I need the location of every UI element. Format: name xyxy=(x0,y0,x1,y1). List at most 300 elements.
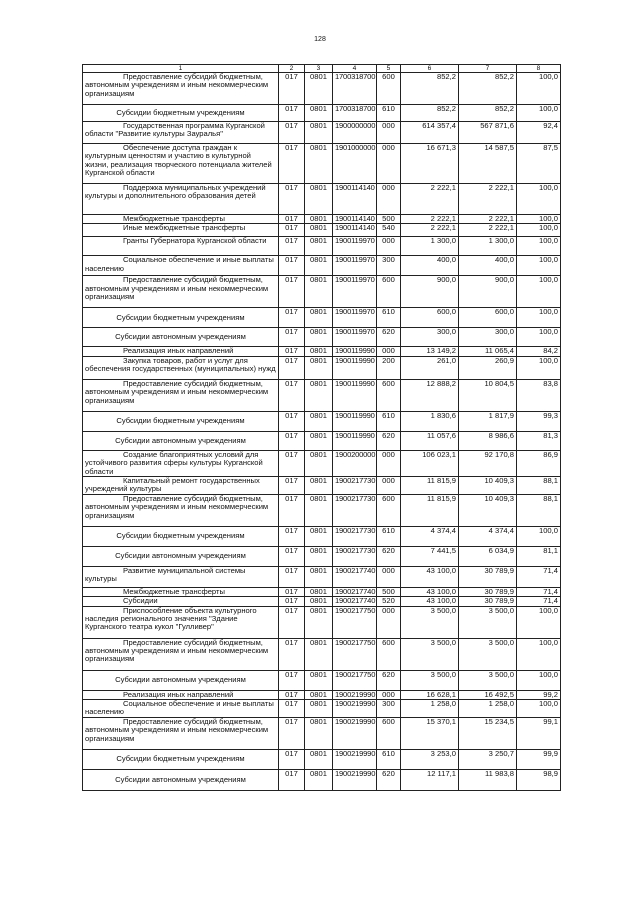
table-row xyxy=(83,347,561,356)
row-chapter-cell: 017 xyxy=(279,144,305,184)
row-section-cell: 0801 xyxy=(305,224,333,237)
row-plan-amount-cell: 11 815,9 xyxy=(401,477,459,495)
row-expense-type-cell: 610 xyxy=(377,105,401,122)
row-percent-cell: 87,5 xyxy=(517,144,561,184)
table-row xyxy=(83,477,561,495)
row-percent-cell: 100,0 xyxy=(517,105,561,122)
row-target-code-cell: 1900217750 xyxy=(333,606,377,638)
header-cell: 2 xyxy=(279,65,305,73)
row-name-cell xyxy=(83,494,279,526)
row-chapter-cell: 017 xyxy=(279,411,305,431)
row-chapter-cell: 017 xyxy=(279,356,305,379)
row-section-cell: 0801 xyxy=(305,546,333,566)
table-row xyxy=(83,215,561,224)
row-actual-amount-cell: 852,2 xyxy=(459,105,517,122)
row-chapter-cell: 017 xyxy=(279,237,305,256)
row-expense-type-cell: 000 xyxy=(377,347,401,356)
table-row xyxy=(83,606,561,638)
row-name-cell: Субсидии автономным учреждениям xyxy=(83,546,279,566)
row-expense-type-cell: 620 xyxy=(377,546,401,566)
row-expense-type-cell: 600 xyxy=(377,379,401,411)
row-actual-amount-cell: 567 871,6 xyxy=(459,122,517,144)
row-plan-amount-cell: 1 830,6 xyxy=(401,411,459,431)
row-expense-type-cell: 520 xyxy=(377,597,401,606)
row-percent-cell: 100,0 xyxy=(517,184,561,215)
row-section-cell: 0801 xyxy=(305,379,333,411)
row-chapter-cell: 017 xyxy=(279,597,305,606)
row-chapter-cell: 017 xyxy=(279,749,305,769)
row-name-cell xyxy=(83,690,279,699)
row-name-cell xyxy=(83,237,279,256)
row-name-cell xyxy=(83,184,279,215)
row-plan-amount-cell: 1 258,0 xyxy=(401,700,459,718)
row-name-text: Приспособление объекта культурного наследия регионального значения "Здание Курганского театра кукол "Гулливер" xyxy=(85,606,257,632)
row-plan-amount-cell: 3 500,0 xyxy=(401,670,459,690)
row-percent-cell: 100,0 xyxy=(517,224,561,237)
row-plan-amount-cell: 261,0 xyxy=(401,356,459,379)
row-target-code-cell: 1900217750 xyxy=(333,638,377,670)
table-header xyxy=(83,65,561,73)
row-chapter-cell: 017 xyxy=(279,215,305,224)
row-target-code-cell: 1900119990 xyxy=(333,379,377,411)
row-actual-amount-cell: 11 065,4 xyxy=(459,347,517,356)
row-name-text: Предоставление субсидий бюджетным, автономным учреждениям и иным некоммерческим организациям xyxy=(85,379,269,405)
header-cell: 4 xyxy=(333,65,377,73)
row-section-cell: 0801 xyxy=(305,526,333,546)
row-target-code-cell: 1900217740 xyxy=(333,587,377,596)
row-name-text: Реализация иных направлений xyxy=(123,690,234,699)
row-section-cell: 0801 xyxy=(305,105,333,122)
row-section-cell: 0801 xyxy=(305,450,333,476)
table-row xyxy=(83,328,561,347)
row-percent-cell: 99,9 xyxy=(517,749,561,769)
row-target-code-cell: 1900219990 xyxy=(333,690,377,699)
row-name-cell xyxy=(83,356,279,379)
row-plan-amount-cell: 900,0 xyxy=(401,276,459,308)
row-section-cell: 0801 xyxy=(305,215,333,224)
table-row xyxy=(83,566,561,587)
table-row xyxy=(83,450,561,476)
header-cell: 3 xyxy=(305,65,333,73)
table-row xyxy=(83,526,561,546)
row-actual-amount-cell: 4 374,4 xyxy=(459,526,517,546)
row-actual-amount-cell: 2 222,1 xyxy=(459,184,517,215)
row-percent-cell: 100,0 xyxy=(517,308,561,328)
row-plan-amount-cell: 13 149,2 xyxy=(401,347,459,356)
row-chapter-cell: 017 xyxy=(279,566,305,587)
row-section-cell: 0801 xyxy=(305,184,333,215)
row-name-text: Межбюджетные трансферты xyxy=(123,587,225,596)
row-target-code-cell: 1900217740 xyxy=(333,597,377,606)
row-percent-cell: 100,0 xyxy=(517,215,561,224)
row-name-cell xyxy=(83,597,279,606)
table-row xyxy=(83,356,561,379)
row-percent-cell: 100,0 xyxy=(517,356,561,379)
table-row xyxy=(83,411,561,431)
row-expense-type-cell: 620 xyxy=(377,431,401,450)
row-percent-cell: 81,1 xyxy=(517,546,561,566)
row-expense-type-cell: 610 xyxy=(377,308,401,328)
row-actual-amount-cell: 11 983,8 xyxy=(459,769,517,790)
row-name-cell xyxy=(83,379,279,411)
row-plan-amount-cell: 4 374,4 xyxy=(401,526,459,546)
row-name-cell xyxy=(83,347,279,356)
row-section-cell: 0801 xyxy=(305,73,333,105)
row-actual-amount-cell: 10 409,3 xyxy=(459,477,517,495)
row-percent-cell: 98,9 xyxy=(517,769,561,790)
row-actual-amount-cell: 1 817,9 xyxy=(459,411,517,431)
row-chapter-cell: 017 xyxy=(279,670,305,690)
row-target-code-cell: 1900114140 xyxy=(333,215,377,224)
row-expense-type-cell: 600 xyxy=(377,73,401,105)
row-target-code-cell: 1900119970 xyxy=(333,328,377,347)
row-name-cell xyxy=(83,700,279,718)
row-actual-amount-cell: 16 492,5 xyxy=(459,690,517,699)
row-section-cell: 0801 xyxy=(305,276,333,308)
row-expense-type-cell: 600 xyxy=(377,638,401,670)
row-name-cell xyxy=(83,450,279,476)
row-name-cell: Субсидии бюджетным учреждениям xyxy=(83,105,279,122)
row-section-cell: 0801 xyxy=(305,769,333,790)
row-name-text: Межбюджетные трансферты xyxy=(123,214,225,223)
row-name-text: Развитие муниципальной системы культуры xyxy=(85,566,246,584)
table-row xyxy=(83,122,561,144)
row-actual-amount-cell: 260,9 xyxy=(459,356,517,379)
row-actual-amount-cell: 400,0 xyxy=(459,256,517,276)
row-actual-amount-cell: 2 222,1 xyxy=(459,224,517,237)
row-percent-cell: 86,9 xyxy=(517,450,561,476)
row-chapter-cell: 017 xyxy=(279,105,305,122)
row-percent-cell: 100,0 xyxy=(517,526,561,546)
row-name-cell: Субсидии бюджетным учреждениям xyxy=(83,308,279,328)
row-plan-amount-cell: 3 500,0 xyxy=(401,606,459,638)
row-expense-type-cell: 610 xyxy=(377,526,401,546)
row-plan-amount-cell: 11 057,6 xyxy=(401,431,459,450)
row-chapter-cell: 017 xyxy=(279,526,305,546)
row-name-cell xyxy=(83,224,279,237)
row-chapter-cell: 017 xyxy=(279,477,305,495)
row-actual-amount-cell: 30 789,9 xyxy=(459,597,517,606)
row-target-code-cell: 1900217730 xyxy=(333,494,377,526)
row-section-cell: 0801 xyxy=(305,717,333,749)
row-plan-amount-cell: 852,2 xyxy=(401,73,459,105)
row-actual-amount-cell: 2 222,1 xyxy=(459,215,517,224)
row-expense-type-cell: 200 xyxy=(377,356,401,379)
row-section-cell: 0801 xyxy=(305,587,333,596)
row-plan-amount-cell: 11 815,9 xyxy=(401,494,459,526)
table-row xyxy=(83,105,561,122)
row-target-code-cell: 1900219990 xyxy=(333,749,377,769)
row-chapter-cell: 017 xyxy=(279,769,305,790)
table-row xyxy=(83,546,561,566)
row-expense-type-cell: 620 xyxy=(377,328,401,347)
row-section-cell: 0801 xyxy=(305,411,333,431)
row-chapter-cell: 017 xyxy=(279,256,305,276)
row-target-code-cell: 1900219990 xyxy=(333,717,377,749)
row-expense-type-cell: 620 xyxy=(377,769,401,790)
row-name-cell xyxy=(83,477,279,495)
row-name-cell: Субсидии автономным учреждениям xyxy=(83,431,279,450)
row-target-code-cell: 1900119990 xyxy=(333,411,377,431)
row-target-code-cell: 1900217730 xyxy=(333,526,377,546)
row-section-cell: 0801 xyxy=(305,308,333,328)
row-name-text: Обеспечение доступа граждан к культурным ценностям и участию в культурной жизни, реализация творческого потенциала жителей Курганской области xyxy=(85,143,272,178)
row-percent-cell: 88,1 xyxy=(517,494,561,526)
row-actual-amount-cell: 30 789,9 xyxy=(459,566,517,587)
row-actual-amount-cell: 300,0 xyxy=(459,328,517,347)
row-percent-cell: 71,4 xyxy=(517,587,561,596)
row-name-cell xyxy=(83,276,279,308)
row-section-cell: 0801 xyxy=(305,690,333,699)
row-target-code-cell: 1900119990 xyxy=(333,356,377,379)
row-plan-amount-cell: 3 253,0 xyxy=(401,749,459,769)
row-actual-amount-cell: 900,0 xyxy=(459,276,517,308)
row-actual-amount-cell: 8 986,6 xyxy=(459,431,517,450)
row-plan-amount-cell: 16 628,1 xyxy=(401,690,459,699)
row-name-text: Предоставление субсидий бюджетным, автономным учреждениям и иным некоммерческим организациям xyxy=(85,275,269,302)
row-chapter-cell: 017 xyxy=(279,700,305,718)
row-target-code-cell: 1900119970 xyxy=(333,308,377,328)
row-chapter-cell: 017 xyxy=(279,638,305,670)
budget-table xyxy=(82,64,561,791)
row-plan-amount-cell: 300,0 xyxy=(401,328,459,347)
row-expense-type-cell: 600 xyxy=(377,494,401,526)
row-expense-type-cell: 500 xyxy=(377,215,401,224)
row-chapter-cell: 017 xyxy=(279,73,305,105)
row-target-code-cell: 1900119990 xyxy=(333,431,377,450)
header-cell: 5 xyxy=(377,65,401,73)
row-plan-amount-cell: 852,2 xyxy=(401,105,459,122)
row-target-code-cell: 1900217740 xyxy=(333,566,377,587)
row-percent-cell: 100,0 xyxy=(517,606,561,638)
row-target-code-cell: 1900119970 xyxy=(333,276,377,308)
row-chapter-cell: 017 xyxy=(279,184,305,215)
row-name-cell xyxy=(83,638,279,670)
table-row xyxy=(83,638,561,670)
row-expense-type-cell: 000 xyxy=(377,122,401,144)
row-expense-type-cell: 610 xyxy=(377,749,401,769)
table-row xyxy=(83,769,561,790)
row-plan-amount-cell: 43 100,0 xyxy=(401,566,459,587)
row-expense-type-cell: 000 xyxy=(377,477,401,495)
row-expense-type-cell: 000 xyxy=(377,184,401,215)
row-target-code-cell: 1700318700 xyxy=(333,105,377,122)
row-name-cell xyxy=(83,122,279,144)
row-name-text: Предоставление субсидий бюджетным, автономным учреждениям и иным некоммерческим организациям xyxy=(85,494,269,520)
row-section-cell: 0801 xyxy=(305,749,333,769)
row-percent-cell: 100,0 xyxy=(517,328,561,347)
header-cell: 8 xyxy=(517,65,561,73)
row-name-text: Иные межбюджетные трансферты xyxy=(123,223,246,233)
table-row xyxy=(83,73,561,105)
row-section-cell: 0801 xyxy=(305,700,333,718)
row-plan-amount-cell: 2 222,1 xyxy=(401,224,459,237)
row-name-cell xyxy=(83,717,279,749)
row-percent-cell: 71,4 xyxy=(517,597,561,606)
row-expense-type-cell: 540 xyxy=(377,224,401,237)
table-row xyxy=(83,717,561,749)
row-percent-cell: 88,1 xyxy=(517,477,561,495)
row-name-cell: Субсидии автономным учреждениям xyxy=(83,769,279,790)
row-target-code-cell: 1900200000 xyxy=(333,450,377,476)
row-actual-amount-cell: 10 804,5 xyxy=(459,379,517,411)
row-actual-amount-cell: 92 170,8 xyxy=(459,450,517,476)
row-chapter-cell: 017 xyxy=(279,450,305,476)
row-name-cell xyxy=(83,606,279,638)
row-section-cell: 0801 xyxy=(305,256,333,276)
table-row xyxy=(83,144,561,184)
row-section-cell: 0801 xyxy=(305,356,333,379)
row-chapter-cell: 017 xyxy=(279,606,305,638)
row-name-text: Реализация иных направлений xyxy=(123,346,234,356)
table-row xyxy=(83,700,561,718)
row-percent-cell: 100,0 xyxy=(517,670,561,690)
row-section-cell: 0801 xyxy=(305,477,333,495)
table-row xyxy=(83,431,561,450)
row-percent-cell: 100,0 xyxy=(517,638,561,670)
table-body xyxy=(83,73,561,791)
header-cell: 7 xyxy=(459,65,517,73)
row-percent-cell: 84,2 xyxy=(517,347,561,356)
row-target-code-cell: 1900219990 xyxy=(333,769,377,790)
row-expense-type-cell: 500 xyxy=(377,587,401,596)
row-expense-type-cell: 610 xyxy=(377,411,401,431)
row-actual-amount-cell: 30 789,9 xyxy=(459,587,517,596)
row-actual-amount-cell: 14 587,5 xyxy=(459,144,517,184)
row-target-code-cell: 1900114140 xyxy=(333,224,377,237)
row-section-cell: 0801 xyxy=(305,237,333,256)
row-percent-cell: 100,0 xyxy=(517,73,561,105)
row-target-code-cell: 1900217730 xyxy=(333,546,377,566)
row-name-cell: Субсидии автономным учреждениям xyxy=(83,670,279,690)
row-chapter-cell: 017 xyxy=(279,546,305,566)
row-chapter-cell: 017 xyxy=(279,494,305,526)
row-actual-amount-cell: 3 500,0 xyxy=(459,670,517,690)
row-chapter-cell: 017 xyxy=(279,347,305,356)
row-chapter-cell: 017 xyxy=(279,431,305,450)
table-row xyxy=(83,494,561,526)
row-actual-amount-cell: 6 034,9 xyxy=(459,546,517,566)
row-plan-amount-cell: 1 300,0 xyxy=(401,237,459,256)
row-chapter-cell: 017 xyxy=(279,328,305,347)
row-name-text: Предоставление субсидий бюджетным, автономным учреждениям и иным некоммерческим организациям xyxy=(85,72,269,98)
row-target-code-cell: 1901000000 xyxy=(333,144,377,184)
table-row xyxy=(83,308,561,328)
row-section-cell: 0801 xyxy=(305,144,333,184)
row-chapter-cell: 017 xyxy=(279,379,305,411)
row-chapter-cell: 017 xyxy=(279,276,305,308)
row-percent-cell: 99,2 xyxy=(517,690,561,699)
table-row xyxy=(83,670,561,690)
table-row xyxy=(83,184,561,215)
row-plan-amount-cell: 614 357,4 xyxy=(401,122,459,144)
row-name-text: Государственная программа Курганской области "Развитие культуры Зауралья" xyxy=(85,121,265,139)
row-expense-type-cell: 300 xyxy=(377,256,401,276)
row-actual-amount-cell: 15 234,5 xyxy=(459,717,517,749)
row-expense-type-cell: 000 xyxy=(377,566,401,587)
row-percent-cell: 100,0 xyxy=(517,237,561,256)
row-percent-cell: 92,4 xyxy=(517,122,561,144)
table-row xyxy=(83,379,561,411)
header-cell: 6 xyxy=(401,65,459,73)
row-section-cell: 0801 xyxy=(305,566,333,587)
row-plan-amount-cell: 3 500,0 xyxy=(401,638,459,670)
page-number: 128 xyxy=(314,36,326,43)
row-name-cell: Субсидии автономным учреждениям xyxy=(83,328,279,347)
row-actual-amount-cell: 600,0 xyxy=(459,308,517,328)
row-name-text: Предоставление субсидий бюджетным, автономным учреждениям и иным некоммерческим организациям xyxy=(85,717,269,743)
row-section-cell: 0801 xyxy=(305,638,333,670)
row-plan-amount-cell: 15 370,1 xyxy=(401,717,459,749)
row-chapter-cell: 017 xyxy=(279,122,305,144)
row-section-cell: 0801 xyxy=(305,606,333,638)
row-plan-amount-cell: 600,0 xyxy=(401,308,459,328)
row-actual-amount-cell: 3 500,0 xyxy=(459,638,517,670)
row-name-text: Субсидии xyxy=(123,596,158,606)
row-name-cell: Субсидии бюджетным учреждениям xyxy=(83,411,279,431)
table-row xyxy=(83,237,561,256)
row-actual-amount-cell: 852,2 xyxy=(459,73,517,105)
row-name-cell: Субсидии бюджетным учреждениям xyxy=(83,749,279,769)
row-plan-amount-cell: 106 023,1 xyxy=(401,450,459,476)
row-target-code-cell: 1700318700 xyxy=(333,73,377,105)
row-percent-cell: 81,3 xyxy=(517,431,561,450)
table-row xyxy=(83,224,561,237)
row-percent-cell: 99,1 xyxy=(517,717,561,749)
row-expense-type-cell: 600 xyxy=(377,276,401,308)
row-expense-type-cell: 600 xyxy=(377,717,401,749)
table-row xyxy=(83,256,561,276)
row-plan-amount-cell: 7 441,5 xyxy=(401,546,459,566)
row-target-code-cell: 1900114140 xyxy=(333,184,377,215)
row-actual-amount-cell: 3 500,0 xyxy=(459,606,517,638)
row-chapter-cell: 017 xyxy=(279,587,305,596)
table-row xyxy=(83,587,561,596)
row-section-cell: 0801 xyxy=(305,494,333,526)
row-plan-amount-cell: 12 117,1 xyxy=(401,769,459,790)
row-target-code-cell: 1900000000 xyxy=(333,122,377,144)
row-expense-type-cell: 000 xyxy=(377,690,401,699)
row-target-code-cell: 1900217730 xyxy=(333,477,377,495)
row-name-cell xyxy=(83,215,279,224)
header-row xyxy=(83,65,561,73)
table-row xyxy=(83,690,561,699)
row-target-code-cell: 1900119970 xyxy=(333,237,377,256)
row-percent-cell: 100,0 xyxy=(517,700,561,718)
row-name-text: Создание благоприятных условий для устойчивого развития сферы культуры Курганской области xyxy=(85,450,263,476)
row-expense-type-cell: 000 xyxy=(377,606,401,638)
row-plan-amount-cell: 16 671,3 xyxy=(401,144,459,184)
row-section-cell: 0801 xyxy=(305,122,333,144)
row-name-text: Предоставление субсидий бюджетным, автономным учреждениям и иным некоммерческим организациям xyxy=(85,638,269,664)
table-row xyxy=(83,749,561,769)
row-actual-amount-cell: 3 250,7 xyxy=(459,749,517,769)
row-expense-type-cell: 000 xyxy=(377,450,401,476)
row-expense-type-cell: 000 xyxy=(377,144,401,184)
row-target-code-cell: 1900119990 xyxy=(333,347,377,356)
row-percent-cell: 71,4 xyxy=(517,566,561,587)
row-name-cell xyxy=(83,587,279,596)
row-target-code-cell: 1900119970 xyxy=(333,256,377,276)
header-cell: 1 xyxy=(83,65,279,73)
row-percent-cell: 99,3 xyxy=(517,411,561,431)
row-name-text: Поддержка муниципальных учреждений культуры и дополнительного образования детей xyxy=(85,183,266,201)
table-row xyxy=(83,276,561,308)
row-name-text: Закупка товаров, работ и услуг для обеспечения государственных (муниципальных) нужд xyxy=(85,356,276,374)
row-name-cell: Субсидии бюджетным учреждениям xyxy=(83,526,279,546)
row-name-cell xyxy=(83,566,279,587)
row-plan-amount-cell: 43 100,0 xyxy=(401,587,459,596)
